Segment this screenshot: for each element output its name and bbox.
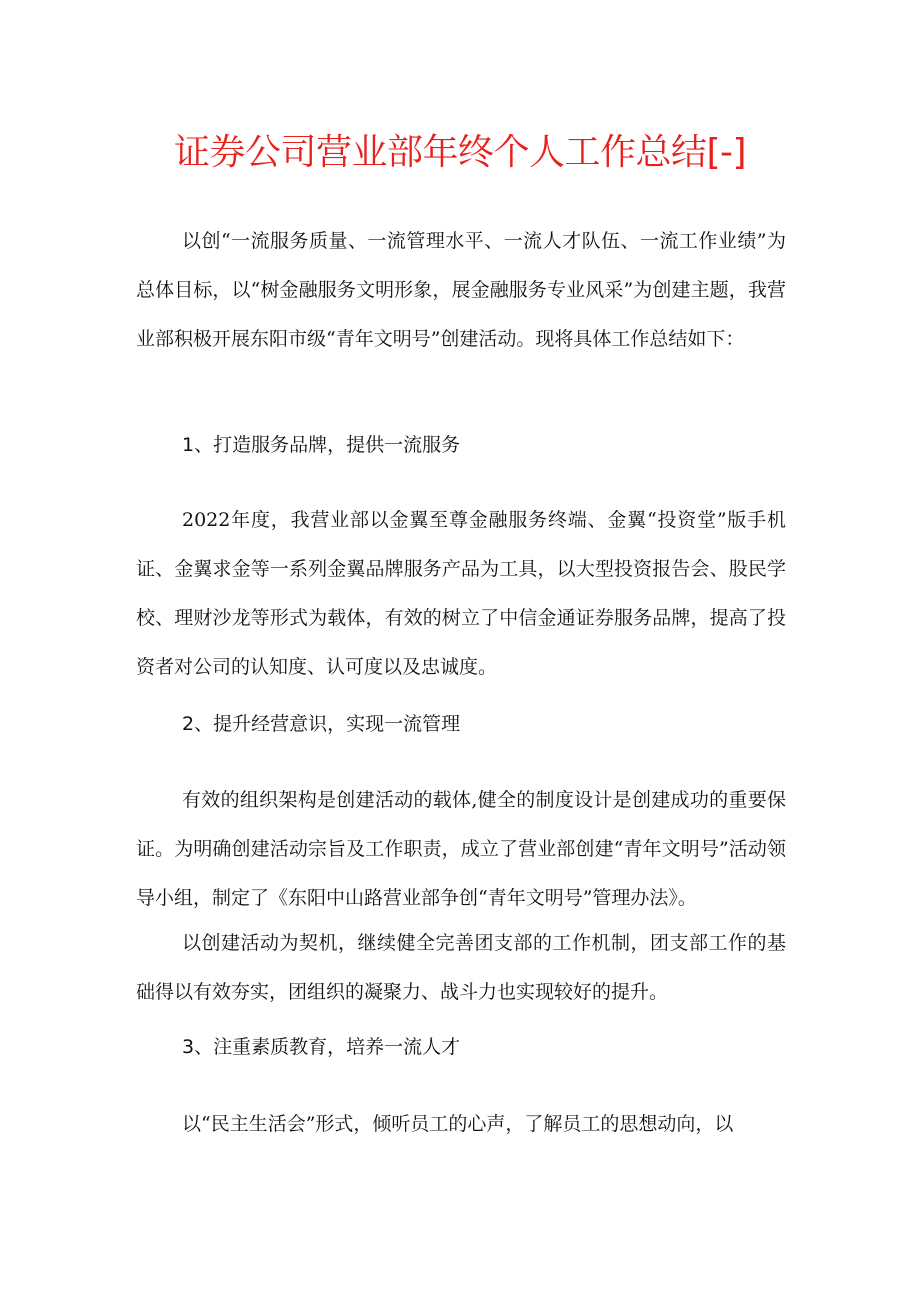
section-heading-1-text: 1、打造服务品牌，提供一流服务 — [182, 434, 461, 456]
intro-paragraph: 以创“一流服务质量、一流管理水平、一流人才队伍、一流工作业绩”为总体目标，以“树金融服务文明形象，展金融服务专业风采”为创建主题，我营业部积极开展东阳市级“青年文明号”创建活动。现将具体工作总结如下： — [136, 230, 786, 350]
section-heading-3-text: 3、注重素质教育，培养一流人才 — [182, 1036, 461, 1058]
document-title: 证券公司营业部年终个人工作总结[-] — [173, 132, 747, 173]
section-3-paragraph: 以“民主生活会”形式，倾听员工的心声，了解员工的思想动向，以 — [182, 1113, 734, 1135]
section-heading-1 — [182, 421, 460, 470]
section-heading-2-text: 2、提升经营意识，实现一流管理 — [182, 713, 461, 735]
section-2-paragraph-a: 有效的组织架构是创建活动的载体,健全的制度设计是创建成功的重要保证。为明确创建活动宗旨及工作职责，成立了营业部创建“青年文明号”活动领导小组，制定了《东阳中山路营业部争创“青年文明号”管理办法》。 — [136, 789, 786, 909]
section-heading-2 — [182, 700, 460, 749]
section-heading-3 — [182, 1023, 460, 1072]
section-1-paragraph: 2022年度，我营业部以金翼至尊金融服务终端、金翼“投资堂”版手机证、金翼求金等一系列金翼品牌服务产品为工具，以大型投资报告会、股民学校、理财沙龙等形式为载体，有效的树立了中信金通证券服务品牌，提高了投资者对公司的认知度、认可度以及忠诚度。 — [136, 509, 786, 678]
section-2-paragraph-b: 以创建活动为契机，继续健全完善团支部的工作机制，团支部工作的基础得以有效夯实，团组织的凝聚力、战斗力也实现较好的提升。 — [136, 932, 786, 1003]
